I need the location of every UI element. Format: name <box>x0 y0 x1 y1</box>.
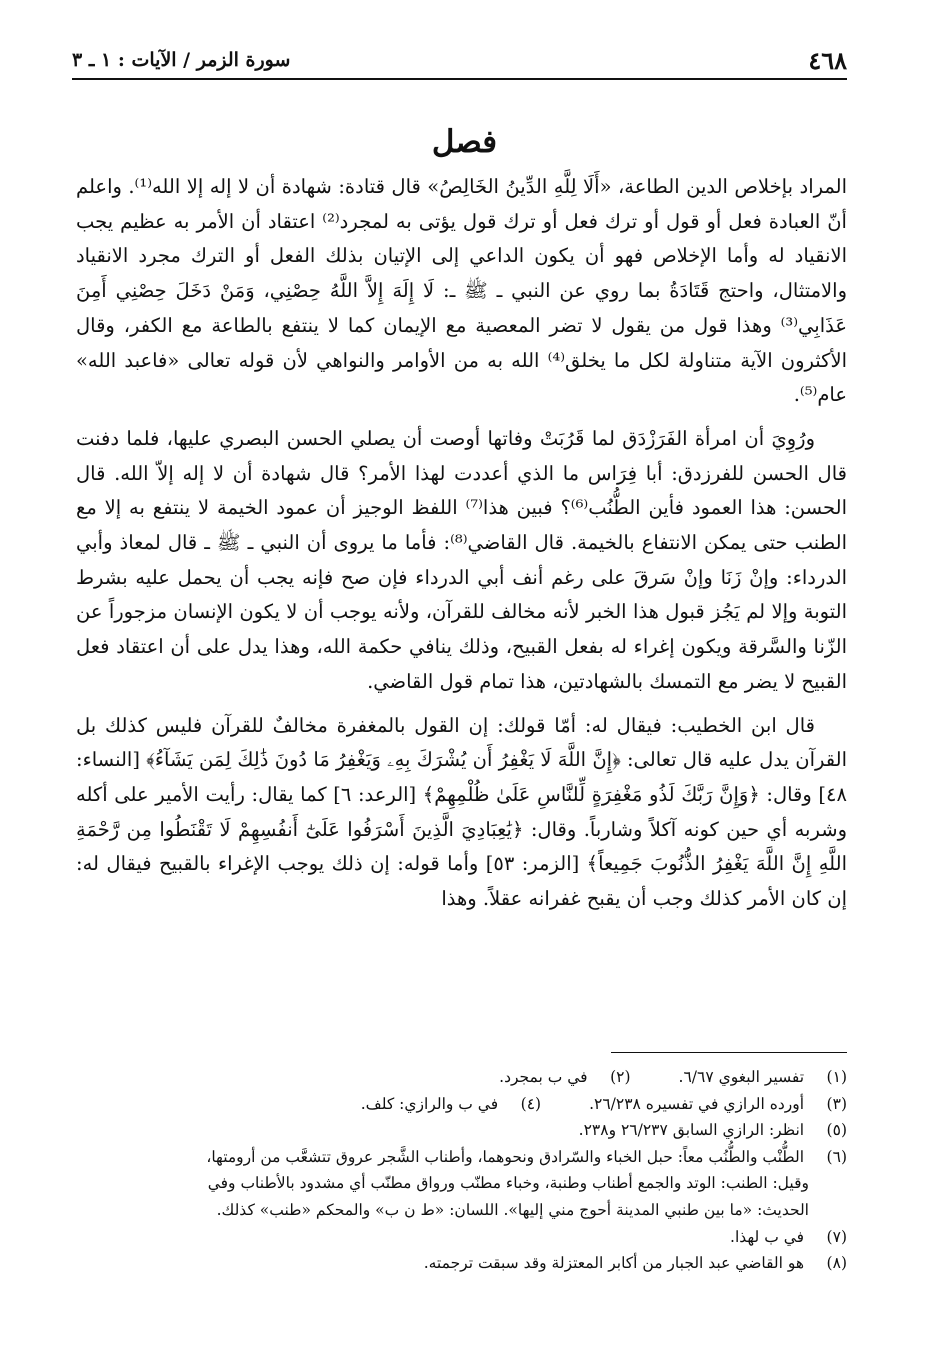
section-heading: فصل <box>431 124 498 160</box>
main-text <box>76 170 847 926</box>
footnote-1 <box>679 1064 847 1091</box>
footnote-number: (٥) <box>826 1121 847 1140</box>
page-number: ٤٦٨ <box>808 45 847 75</box>
footnote-text: الطُّنْب والطُّنُب معاً: حبل الخباء والسّرادق ونحوهما، وأطناب الشَّجر عروق تتشعَّب من أرومتها، <box>206 1147 805 1166</box>
footnote-number: (٤) <box>520 1094 542 1113</box>
footnote-text: هو القاضي عبد الجبار من أكابر المعتزلة وقد سبقت ترجمته. <box>423 1254 805 1273</box>
footnote-6-continuation: وقيل: الطنب: الوتد والجمع أطناب وطنبة، وخباء مطنّب ورواق مطنّب أي مشدود بالأطناب وفي <box>207 1174 809 1193</box>
footnote-8 <box>76 1250 847 1277</box>
footnote-number: (٨) <box>826 1254 847 1273</box>
footnote-3 <box>589 1091 847 1118</box>
footnote-number: (٦) <box>826 1147 847 1166</box>
footnotes <box>76 1064 847 1277</box>
page-header <box>72 42 847 80</box>
footnote-text: انظر: الرازي السابق ٢٦/٢٣٧ و٢٣٨. <box>578 1121 805 1140</box>
footnote-number: (٢) <box>610 1068 631 1086</box>
footnote-text: في ب والرازي: كلف. <box>360 1094 499 1113</box>
footnote-number: (٣) <box>826 1094 847 1113</box>
footnote-6 <box>76 1144 847 1171</box>
footnote-2 <box>499 1064 630 1091</box>
footnote-text: في ب بمجرد. <box>499 1068 588 1086</box>
paragraph-2: ورُوِيَ أن امرأة الفَرَزْدَق لما قَرُبَتْ وفاتها أوصت أن يصلي الحسن البصري عليها، فلما دفنت قال الحسن للفرزدق: أبا فِرَاس ما الذي أعددت لهذا الأمر؟ قال شهادة أن لا إله إلاّ الله. قال الحسن: هذا العمود فأين الطُّنُب⁽⁶⁾؟ فبين هذا⁽⁷⁾ اللفظ الوجيز أن عمود الخيمة لا ينتفع به إلا مع الطنب حتى يمكن الانتفاع بالخيمة. قال القاضي⁽⁸⁾: فأما ما يروى أن النبي ـ ﷺ ـ قال لمعاذ وأبي الدرداء: وإنْ زَنَا وإنْ سَرقَ على رغم أنف أبي الدرداء فإن صح فإنه يجب أن يحمل عليه بشرط التوبة وإلا لم يَجُز قبول هذا الخبر لأنه مخالف للقرآن، ولأنه يوجب أن لا يكون الإنسان مزجوراً عن الزّنا والسَّرقة ويكون إغراء له بفعل القبيح، وذلك ينافي حكمة الله، وهذا يدل على أن اعتقاد فعل القبيح لا يضر مع التمسك بالشهادتين، هذا تمام قول القاضي. <box>76 426 847 693</box>
footnote-text: تفسير البغوي ٦/٦٧. <box>678 1068 805 1086</box>
footnote-row <box>76 1091 847 1118</box>
footnote-7 <box>76 1224 847 1251</box>
footnote-6-continuation: الحديث: «ما بين طنبي المدينة أحوج مني إليها». اللسان: «ط ن ب» والمحكم «طنب» كذلك. <box>216 1200 809 1219</box>
paragraph-3: قال ابن الخطيب: فيقال له: أمّا قولك: إن القول بالمغفرة مخالفٌ للقرآن فليس كذلك بل القرآن يدل عليه قال تعالى: ﴿إِنَّ اللَّهَ لَا يَغْفِرُ أَن يُشْرَكَ بِهِۦ وَيَغْفِرُ مَا دُونَ ذَٰلِكَ لِمَن يَشَآءُ﴾ [النساء: ٤٨] وقال: ﴿وَإِنَّ رَبَّكَ لَذُو مَغْفِرَةٍ لِّلنَّاسِ عَلَىٰ ظُلْمِهِمْ﴾ [الرعد: ٦] كما يقال: رأيت الأمير على أكله وشربه أي حين كونه آكلاً وشارباً. وقال: ﴿يَٰعِبَادِيَ الَّذِينَ أَسْرَفُوا عَلَىٰٓ أَنفُسِهِمْ لَا تَقْنَطُوا مِن رَّحْمَةِ اللَّهِ إِنَّ اللَّهَ يَغْفِرُ الذُّنُوبَ جَمِيعاً﴾ [الزمر: ٥٣] وأما قوله: إن ذلك يوجب الإغراء بالقبيح فيقال له: إن كان الأمر كذلك وجب أن يقبح غفرانه عقلاً. وهذا <box>76 713 847 911</box>
footnote-4 <box>361 1091 541 1118</box>
footnote-number: (٧) <box>826 1227 847 1246</box>
paragraph-1: المراد بإخلاص الدين الطاعة، «أَلَا لِلَّهِ الدِّينُ الخَالِصُ» قال قتادة: شهادة أن لا إله إلا الله⁽¹⁾. واعلم أنّ العبادة فعل أو قول أو ترك فعل أو ترك قول يؤتى به لمجرد⁽²⁾ اعتقاد أن الأمر به عظيم يجب الانقياد له وأما الإخلاص فهو أن يكون الداعي إلى الإتيان بذلك الفعل أو الترك مجرد الانقياد والامتثال، واحتج قَتَادَةُ بما روي عن النبي ـ ﷺ ـ: لَا إِلَهَ إِلاَّ اللَّهُ حِصْنِي، وَمَنْ دَخَلَ حِصْنِي أَمِنَ عَذَابِي⁽³⁾ وهذا قول من يقول لا تضر المعصية مع الإيمان كما لا ينتفع بالطاعة مع الكفر، وقال الأكثرون الآية متناولة لكل ما يخلق⁽⁴⁾ الله به من الأوامر والنواهي لأن قوله تعالى «فاعبد الله» عام⁽⁵⁾. <box>76 175 847 407</box>
footnote-number: (١) <box>826 1068 847 1086</box>
footnote-divider <box>611 1052 847 1053</box>
footnote-text: أورده الرازي في تفسيره ٢٦/٢٣٨. <box>589 1094 805 1113</box>
footnote-row <box>76 1064 847 1091</box>
running-title: سورة الزمر / الآيات : ١ ـ ٣ <box>72 49 291 71</box>
footnote-text: في ب لهذا. <box>730 1227 805 1246</box>
footnote-5 <box>76 1117 847 1144</box>
